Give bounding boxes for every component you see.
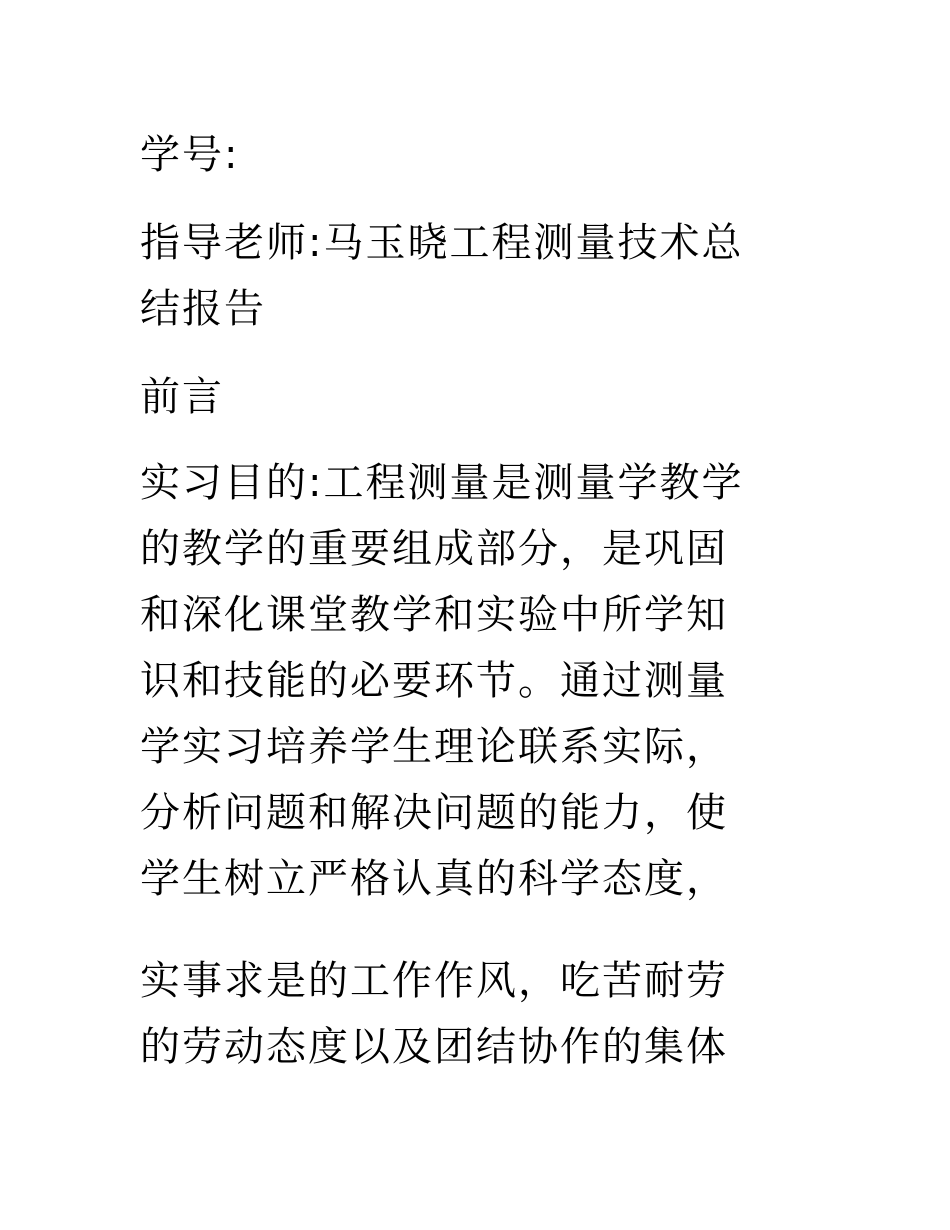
text-line: 学生树立严格认真的科学态度， [140, 856, 728, 902]
text-line: 前言 [140, 374, 224, 420]
attitude-paragraph [140, 948, 800, 1080]
text-line: 的劳动态度以及团结协作的集体 [140, 1024, 728, 1070]
text-line: 学实习培养学生理论联系实际， [140, 724, 728, 770]
text-line: 结报告 [140, 286, 266, 332]
advisor-and-title [140, 210, 800, 342]
text-line: 实事求是的工作作风，吃苦耐劳 [140, 958, 728, 1004]
text-line: 识和技能的必要环节。通过测量 [140, 658, 728, 704]
text-line: 学号: [140, 132, 240, 178]
text-line: 分析问题和解决问题的能力，使 [140, 790, 728, 836]
student-id-label [140, 122, 800, 188]
text-line: 和深化课堂教学和实验中所学知 [140, 592, 728, 638]
preface-heading [140, 364, 800, 430]
purpose-paragraph [140, 450, 800, 912]
text-line: 的教学的重要组成部分，是巩固 [140, 526, 728, 572]
text-line: 实习目的:工程测量是测量学教学 [140, 460, 744, 506]
text-line: 指导老师:马玉晓工程测量技术总 [140, 220, 744, 266]
